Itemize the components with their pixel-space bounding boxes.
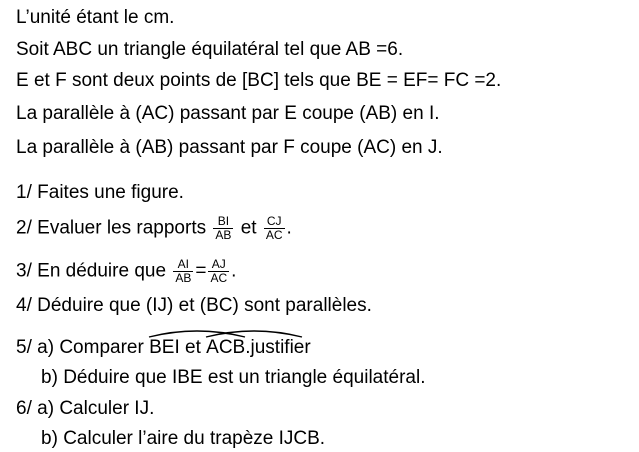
question-number: 6/ [16, 398, 32, 419]
fraction-numerator: BI [213, 215, 233, 229]
intro-parallel-e: La parallèle à (AC) passant par E coupe (AB) en I. [16, 103, 440, 124]
question-2 [16, 215, 292, 242]
question-5b [16, 367, 425, 389]
question-3 [16, 258, 236, 285]
question-number: 5/ [16, 337, 32, 358]
question-5a [16, 337, 311, 359]
fraction-denominator: AB [175, 271, 192, 285]
fraction-denominator: AC [265, 228, 283, 242]
question-number: 2/ [16, 217, 32, 239]
question-text: Faites une figure. [37, 182, 184, 203]
question-text: Calculer l’aire du trapèze IJCB. [63, 428, 326, 449]
question-text: Evaluer les rapports [37, 217, 207, 239]
fraction-numerator: CJ [264, 215, 285, 229]
fraction-bi-ab [213, 215, 233, 242]
question-number: 3/ [16, 260, 32, 282]
sub-question-letter: a) [37, 398, 55, 419]
angle-label: ACB [206, 337, 246, 358]
question-1 [16, 182, 184, 204]
question-number: 1/ [16, 182, 32, 203]
period: . [231, 260, 237, 282]
question-4 [16, 295, 372, 317]
fraction-numerator: AJ [208, 258, 229, 272]
fraction-denominator: AC [210, 271, 228, 285]
period: . [286, 217, 292, 239]
question-6b [16, 428, 325, 450]
conjunction: et [185, 337, 201, 358]
fraction-denominator: AB [215, 228, 232, 242]
intro-points: E et F sont deux points de [BC] tels que BE = EF= FC =2. [16, 70, 502, 91]
question-6a [16, 398, 154, 420]
question-text: Calculer IJ. [59, 398, 155, 419]
angle-arc-icon [204, 328, 304, 338]
equals-sign: = [195, 260, 207, 282]
conjunction: et [240, 217, 257, 239]
intro-unit: L’unité étant le cm. [16, 7, 175, 28]
fraction-ai-ab [173, 258, 193, 285]
angle-bei [149, 337, 180, 359]
intro-parallel-f: La parallèle à (AB) passant par F coupe (AC) en J. [16, 137, 443, 158]
sub-question-letter: b) [41, 367, 58, 388]
fraction-cj-ac [264, 215, 285, 242]
fraction-numerator: AI [173, 258, 193, 272]
fraction-aj-ac [208, 258, 229, 285]
question-text: Déduire que IBE est un triangle équilatéral. [63, 367, 426, 388]
sub-question-letter: a) [37, 337, 55, 358]
intro-triangle: Soit ABC un triangle équilatéral tel que AB =6. [16, 39, 404, 60]
question-number: 4/ [16, 295, 32, 316]
angle-label: BEI [149, 337, 180, 358]
angle-acb [206, 337, 245, 359]
question-text: Comparer [59, 337, 144, 358]
question-text: Déduire que (IJ) et (BC) sont parallèles. [37, 295, 372, 316]
question-text: En déduire que [37, 260, 167, 282]
justify-text: .justifier [245, 337, 311, 358]
sub-question-letter: b) [41, 428, 58, 449]
